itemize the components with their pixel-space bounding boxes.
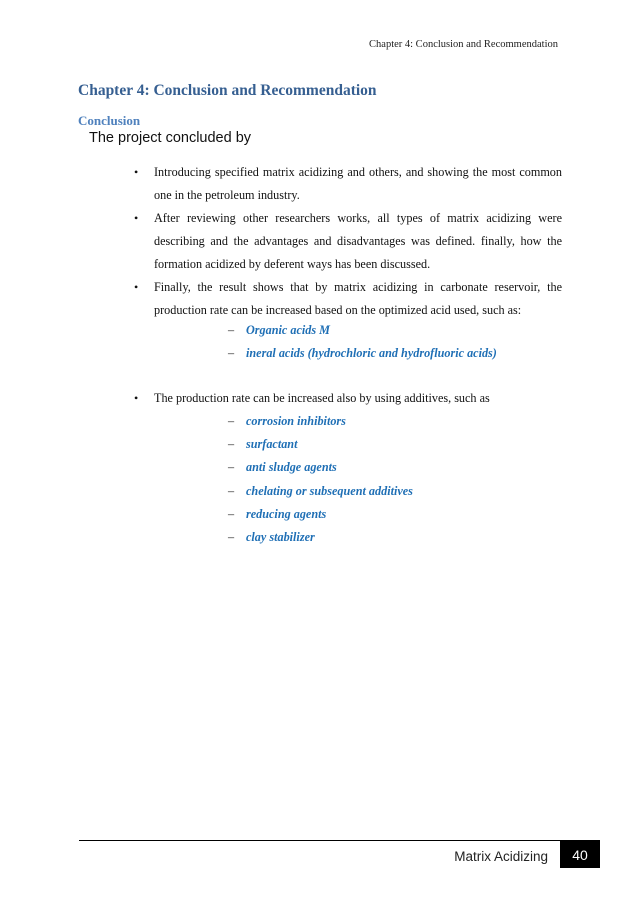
additive-text: chelating or subsequent additives (246, 483, 413, 498)
additive-item (228, 526, 413, 549)
page-number: 40 (560, 841, 600, 868)
additives-list (228, 410, 413, 549)
bullet-item (128, 276, 562, 322)
bullet-icon: • (134, 165, 139, 179)
additive-text: surfactant (246, 437, 298, 452)
running-header: Chapter 4: Conclusion and Recommendation (369, 39, 558, 50)
acid-text: ineral acids (hydrochloric and hydrofluoric acids) (246, 346, 497, 361)
additive-item (228, 433, 413, 456)
dash-icon: – (228, 323, 235, 337)
dash-icon: – (228, 483, 235, 498)
section-heading: Conclusion (78, 113, 141, 128)
bullet-icon: • (134, 211, 139, 225)
footer-title: Matrix Acidizing (454, 849, 548, 864)
additive-text: corrosion inhibitors (246, 414, 346, 428)
footer-divider (79, 840, 600, 841)
bullet-item (128, 387, 562, 410)
additive-item (228, 456, 413, 479)
dash-icon: – (228, 506, 235, 521)
bullet-icon: • (134, 280, 139, 294)
acid-item (228, 319, 497, 342)
dash-icon: – (228, 460, 235, 475)
additives-bullet-list (128, 387, 562, 410)
dash-icon: – (228, 414, 235, 428)
intro-paragraph: The project concluded by (89, 130, 252, 146)
bullet-item (128, 207, 562, 276)
acid-item (228, 342, 497, 365)
dash-icon: – (228, 346, 235, 361)
additive-item (228, 410, 413, 433)
conclusion-bullet-list (128, 161, 562, 322)
acid-types-list (228, 319, 497, 365)
bullet-icon: • (134, 391, 139, 405)
bullet-item (128, 161, 562, 207)
bullet-text: After reviewing other researchers works, all types of matrix acidizing were describing and the advantages and disadvantages was defined. finally, how the formation acidized by deferent ways has been discussed. (154, 211, 562, 271)
dash-icon: – (228, 437, 235, 452)
dash-icon: – (228, 530, 235, 545)
bullet-text: Finally, the result shows that by matrix acidizing in carbonate reservoir, the production rate can be increased based on the optimized acid used, such as: (154, 280, 562, 317)
acid-text: Organic acids M (246, 323, 330, 337)
additive-text: clay stabilizer (246, 530, 315, 545)
additive-text: reducing agents (246, 506, 327, 521)
bullet-text: The production rate can be increased also by using additives, such as (154, 391, 490, 405)
additive-item (228, 503, 413, 526)
additive-item (228, 480, 413, 503)
chapter-title: Chapter 4: Conclusion and Recommendation (78, 82, 377, 99)
bullet-text: Introducing specified matrix acidizing and others, and showing the most common one in the petroleum industry. (154, 165, 562, 202)
additive-text: anti sludge agents (246, 460, 337, 475)
